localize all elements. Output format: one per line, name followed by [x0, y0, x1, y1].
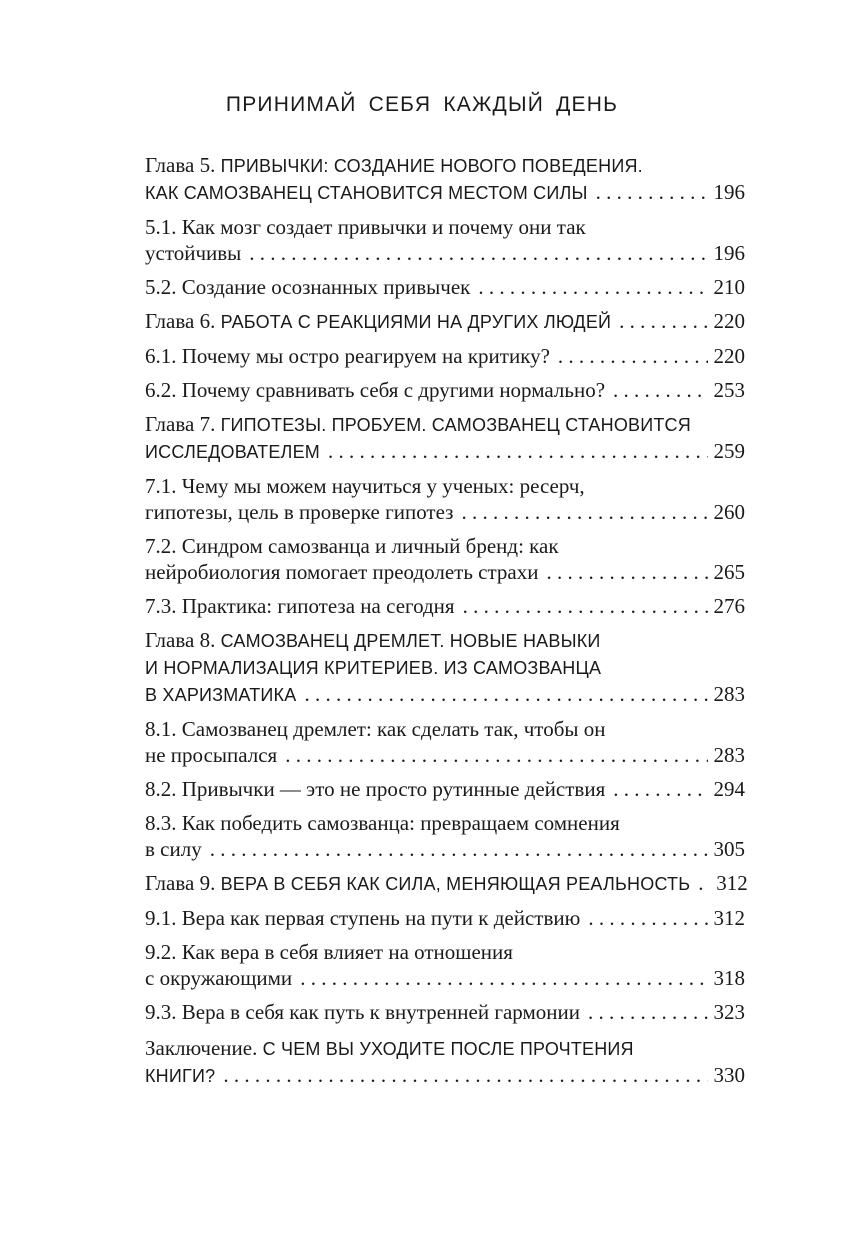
toc-entry-line	[145, 716, 745, 742]
toc-entry-last-line	[145, 308, 745, 335]
toc-entry-last-line	[145, 776, 745, 802]
dot-leader	[588, 999, 708, 1025]
toc-entry-text: Глава 7. ГИПОТЕЗЫ. ПРОБУЕМ. САМОЗВАНЕЦ СТАНОВИТСЯ	[145, 412, 691, 436]
toc-entry-line	[145, 152, 745, 179]
toc-page-number: 210	[713, 275, 745, 299]
dot-leader	[619, 308, 707, 334]
toc-page-number: 323	[713, 1000, 745, 1024]
dot-leader	[461, 499, 707, 525]
toc-page-number: 312	[716, 871, 748, 895]
toc-entry	[145, 627, 745, 708]
toc-entry-text: в силу	[145, 837, 202, 861]
toc-page-number: 283	[713, 682, 745, 706]
dot-leader	[223, 1062, 707, 1088]
toc-page-number: 253	[713, 378, 745, 402]
toc-entry-text: Глава 8. САМОЗВАНЕЦ ДРЕМЛЕТ. НОВЫЕ НАВЫКИ	[145, 628, 601, 652]
dot-leader	[478, 274, 707, 300]
toc-page-number: 265	[713, 560, 745, 584]
toc-entry-text: 5.1. Как мозг создает привычки и почему они так	[145, 215, 586, 239]
toc-entry-text: 9.2. Как вера в себя влияет на отношения	[145, 940, 513, 964]
toc-entry-line	[145, 1035, 745, 1062]
dot-leader	[596, 179, 708, 205]
toc-entry-text: 9.1. Вера как первая ступень на пути к действию	[145, 906, 581, 930]
toc-entry-text: КНИГИ?	[145, 1066, 216, 1086]
toc-entry	[145, 343, 745, 369]
toc-page-number: 283	[713, 743, 745, 767]
toc-entry-text: 8.1. Самозванец дремлет: как сделать так, чтобы он	[145, 717, 606, 741]
toc-entry-text: гипотезы, цель в проверке гипотез	[145, 500, 454, 524]
toc-page-number: 305	[713, 837, 745, 861]
toc-entry-last-line	[145, 870, 748, 897]
toc-entry	[145, 870, 748, 897]
dot-leader	[249, 240, 707, 266]
toc-entry	[145, 716, 745, 768]
dot-leader	[588, 905, 707, 931]
toc-entry-text: 5.2. Создание осознанных привычек	[145, 275, 471, 299]
toc-entry	[145, 905, 745, 931]
dot-leader	[698, 870, 710, 896]
toc-entry-line	[145, 411, 745, 438]
toc-entry-last-line	[145, 593, 745, 619]
toc-entry-text: 8.2. Привычки — это не просто рутинные действия	[145, 777, 606, 801]
toc-page-number: 318	[713, 966, 745, 990]
toc-entry	[145, 533, 745, 585]
toc-entry-line	[145, 654, 745, 681]
toc-entry-last-line	[145, 905, 745, 931]
toc-entry-text: И НОРМАЛИЗАЦИЯ КРИТЕРИЕВ. ИЗ САМОЗВАНЦА	[145, 658, 602, 678]
toc-entry-text: Заключение. С ЧЕМ ВЫ УХОДИТЕ ПОСЛЕ ПРОЧТЕНИЯ	[145, 1036, 634, 1060]
toc-entry	[145, 999, 745, 1025]
toc-entry	[145, 214, 745, 266]
dot-leader	[558, 343, 708, 369]
toc-entry-text: не просыпался	[145, 743, 278, 767]
toc-page-number: 259	[713, 439, 745, 463]
toc-entry-line	[145, 473, 745, 499]
toc-entry-text: Глава 5. ПРИВЫЧКИ: СОЗДАНИЕ НОВОГО ПОВЕДЕНИЯ.	[145, 153, 643, 177]
dot-leader	[613, 377, 707, 403]
toc-entry-text: 9.3. Вера в себя как путь к внутренней гармонии	[145, 1000, 580, 1024]
toc-entry-last-line	[145, 179, 745, 206]
toc-page-number: 312	[713, 906, 745, 930]
toc-entry-last-line	[145, 681, 745, 708]
toc-entry	[145, 593, 745, 619]
toc-entry-text: КАК САМОЗВАНЕЦ СТАНОВИТСЯ МЕСТОМ СИЛЫ	[145, 183, 588, 203]
toc-page-number: 276	[713, 594, 745, 618]
toc-entry-text: ИССЛЕДОВАТЕЛЕМ	[145, 442, 320, 462]
toc-entry-text: 6.1. Почему мы остро реагируем на критику?	[145, 344, 550, 368]
toc-entry-last-line	[145, 1062, 745, 1089]
toc-entry-text: 7.3. Практика: гипотеза на сегодня	[145, 594, 455, 618]
toc-entry	[145, 411, 745, 465]
toc-entry	[145, 308, 745, 335]
toc-page-number: 220	[713, 344, 745, 368]
toc-entry-last-line	[145, 559, 745, 585]
toc-entry-last-line	[145, 999, 745, 1025]
toc-entry-line	[145, 533, 745, 559]
dot-leader	[285, 742, 707, 768]
toc-page-number: 196	[713, 180, 745, 204]
toc-entry	[145, 810, 745, 862]
toc-entry-text: нейробиология помогает преодолеть страхи	[145, 560, 539, 584]
toc-entry-last-line	[145, 274, 745, 300]
toc-page-number: 196	[713, 241, 745, 265]
toc-entry-text: Глава 9. ВЕРА В СЕБЯ КАК СИЛА, МЕНЯЮЩАЯ РЕАЛЬНОСТЬ	[145, 871, 691, 895]
toc-page-number: 294	[713, 777, 745, 801]
dot-leader	[304, 681, 707, 707]
running-head: ПРИНИМАЙ СЕБЯ КАЖДЫЙ ДЕНЬ	[225, 93, 619, 116]
toc-entry	[145, 274, 745, 300]
dot-leader	[613, 776, 707, 802]
toc-entry-last-line	[145, 742, 745, 768]
table-of-contents	[145, 152, 748, 1097]
toc-entry	[145, 939, 745, 991]
dot-leader	[210, 836, 708, 862]
toc-entry	[145, 377, 745, 403]
dot-leader	[328, 438, 708, 464]
toc-entry-line	[145, 214, 745, 240]
toc-entry	[145, 1035, 745, 1089]
toc-entry-line	[145, 810, 745, 836]
toc-entry-last-line	[145, 836, 745, 862]
toc-entry-last-line	[145, 438, 745, 465]
toc-entry	[145, 152, 745, 206]
dot-leader	[546, 559, 707, 585]
toc-entry-text: 6.2. Почему сравнивать себя с другими нормально?	[145, 378, 606, 402]
toc-entry-text: с окружающими	[145, 966, 293, 990]
toc-entry	[145, 776, 745, 802]
dot-leader	[300, 965, 707, 991]
toc-entry-line	[145, 939, 745, 965]
toc-entry-line	[145, 627, 745, 654]
toc-entry	[145, 473, 745, 525]
toc-entry-last-line	[145, 377, 745, 403]
toc-page-number: 260	[713, 500, 745, 524]
toc-entry-text: 7.2. Синдром самозванца и личный бренд: как	[145, 534, 559, 558]
toc-entry-last-line	[145, 499, 745, 525]
toc-entry-last-line	[145, 240, 745, 266]
toc-entry-text: 8.3. Как победить самозванца: превращаем сомнения	[145, 811, 620, 835]
toc-entry-text: В ХАРИЗМАТИКА	[145, 685, 297, 705]
dot-leader	[463, 593, 708, 619]
toc-entry-last-line	[145, 343, 745, 369]
toc-entry-text: устойчивы	[145, 241, 242, 265]
toc-page-number: 330	[713, 1063, 745, 1087]
toc-entry-text: 7.1. Чему мы можем научиться у ученых: ресерч,	[145, 474, 585, 498]
toc-entry-text: Глава 6. РАБОТА С РЕАКЦИЯМИ НА ДРУГИХ ЛЮДЕЙ	[145, 309, 612, 333]
toc-page-number: 220	[713, 309, 745, 333]
toc-entry-last-line	[145, 965, 745, 991]
